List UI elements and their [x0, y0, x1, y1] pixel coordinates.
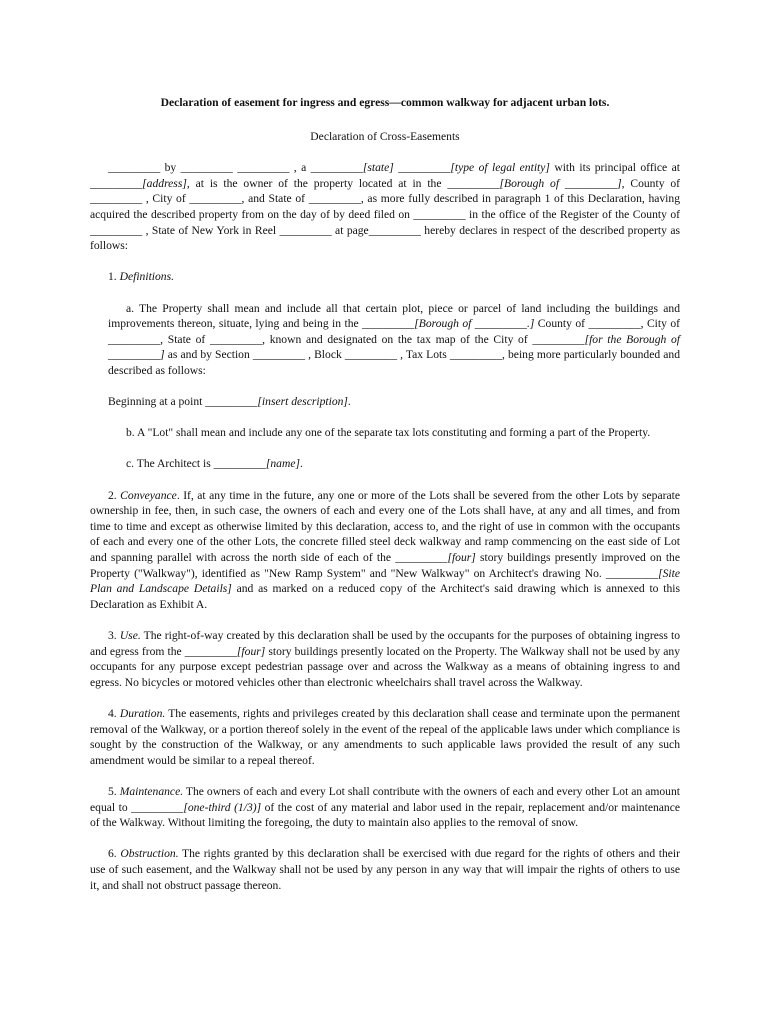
text-run: c. The Architect is _________ [126, 457, 266, 471]
text-run: [four] [236, 644, 266, 658]
text-run: 2. [108, 488, 121, 502]
text-run: [for the Borough of _________] [108, 332, 680, 362]
text-run: with its principal office at _________ [90, 161, 680, 190]
intro-paragraph [90, 160, 680, 254]
text-run: Conveyance [120, 488, 177, 502]
beginning-point-paragraph [90, 394, 680, 410]
text-run: as and by Section _________ , Block _________ , Tax Lots _________, being more particularly bounded and described as follows: [108, 348, 680, 377]
text-run: _________ by _________ _________ , a _________ [108, 161, 363, 175]
section-4-duration-paragraph [90, 706, 680, 768]
text-run: [name] [265, 457, 300, 471]
text-run: story buildings presently improved on the Property ("Walkway"), identified as "New Ramp System" and "New Walkway" on Architect's drawing No. _________ [90, 551, 680, 580]
section-1-heading [90, 269, 680, 285]
text-run: [Site Plan and Landscape Details] [90, 566, 680, 596]
text-run: [type of legal entity] [450, 161, 550, 175]
text-run: The rights granted by this declaration shall be exercised with due regard for the rights of others and their use of such easement, and the Walkway shall not be used by any person in any way that will impair the rights of others to use it, and shall not obstruct passage thereon. [90, 847, 680, 892]
text-run: , County of _________ , City of _________, and State of _________, as more fully described in paragraph 1 of this Declaration, having acquired the described property from on the day of by deed filed on _________ in the office of the Register of the County of _________ , State of New York in Reel _________ at page_________ hereby declares in respect of the described property as follows: [90, 176, 680, 253]
text-run: County of _________, City of _________, State of _________, known and designated on the tax map of the City of _________ [108, 317, 681, 346]
document-title: Declaration of easement for ingress and egress—common walkway for adjacent urban lots. [160, 96, 610, 109]
text-run: Maintenance. [119, 784, 184, 798]
definition-b-paragraph [90, 425, 680, 441]
text-run: of the cost of any material and labor used in the repair, replacement and/or maintenance of the Walkway. Without limiting the foregoing, the duty to maintain also applies to the removal of snow. [90, 800, 680, 830]
text-run: Definitions. [119, 270, 175, 284]
text-run: Duration. [119, 706, 166, 720]
text-run: [state] [362, 161, 394, 175]
text-run: . [347, 395, 351, 409]
text-run: [Borough of _________.] [414, 317, 535, 331]
text-run: Obstruction. [120, 847, 179, 861]
text-run: b. A "Lot" shall mean and include any one of the separate tax lots constituting and forming a part of the Property. [126, 426, 651, 440]
section-3-use-paragraph [90, 628, 680, 690]
text-run: [four] [447, 551, 476, 565]
text-run: 6. [108, 847, 121, 861]
text-run: _________ [393, 161, 451, 175]
text-run: [insert description] [257, 395, 348, 409]
section-6-obstruction-paragraph [90, 846, 680, 893]
text-run: The owners of each and every Lot shall contribute with the owners of each and every other Lot an amount equal to _________ [90, 784, 680, 814]
text-run: . [300, 457, 303, 471]
definition-a-paragraph [90, 301, 680, 379]
text-run: Beginning at a point _________ [108, 395, 258, 409]
text-run: and as marked on a reduced copy of the Architect's said drawing which is annexed to this Declaration as Exhibit A. [90, 582, 680, 611]
text-run: 4. [108, 706, 120, 720]
text-run: story buildings presently located on the Property. The Walkway shall not be used by any occupants for any purpose except pedestrian passage over and across the Walkway as a means of obtaining ingress to and egress. No bicycles or motored vehicles other than electronic wheelchairs shall travel across the Walkway. [90, 644, 680, 689]
text-run: 1. [108, 270, 120, 284]
text-run: [Borough of _________] [499, 176, 622, 190]
section-2-conveyance-paragraph [90, 488, 680, 613]
text-run: , at is the owner of the property located at in the _________ [186, 176, 500, 190]
text-run: . If, at any time in the future, any one or more of the Lots shall be severed from the other Lots by separate ownership in fee, then, in such case, the owners of each and every one of the Lots shall have, at any and all times, and from time to time and except as otherwise limited by this declaration, access to, and the right of use in common with the occupants of each and every one of the other Lots, the concrete filled steel deck walkway and ramp commencing on the east side of Lot and spanning parallel with across the north side of each of the _________ [90, 488, 680, 565]
text-run: [address] [142, 176, 187, 190]
definition-c-paragraph [90, 456, 680, 472]
text-run: Use. [119, 629, 141, 642]
text-run: 5. [108, 784, 120, 798]
document-subtitle: Declaration of Cross-Easements [310, 129, 460, 143]
text-run: a. The Property shall mean and include all that certain plot, piece or parcel of land including the buildings and improvements thereon, situate, lying and being in the _________ [108, 301, 680, 331]
text-run: The right-of-way created by this declaration shall be used by the occupants for the purposes of obtaining ingress to and egress from the _________ [90, 629, 680, 658]
text-run: [one-third (1/3)] [183, 800, 262, 814]
text-run: The easements, rights and privileges created by this declaration shall cease and terminate upon the permanent removal of the Walkway, or a portion thereof solely in the event of the repeal of the applicable laws under which compliance is sought by the construction of the Walkway, or any amendments to such applicable laws provided the result of any such amendment would be similar to a repeal thereof. [90, 706, 681, 767]
text-run: 3. [108, 629, 120, 642]
section-5-maintenance-paragraph [90, 784, 680, 831]
